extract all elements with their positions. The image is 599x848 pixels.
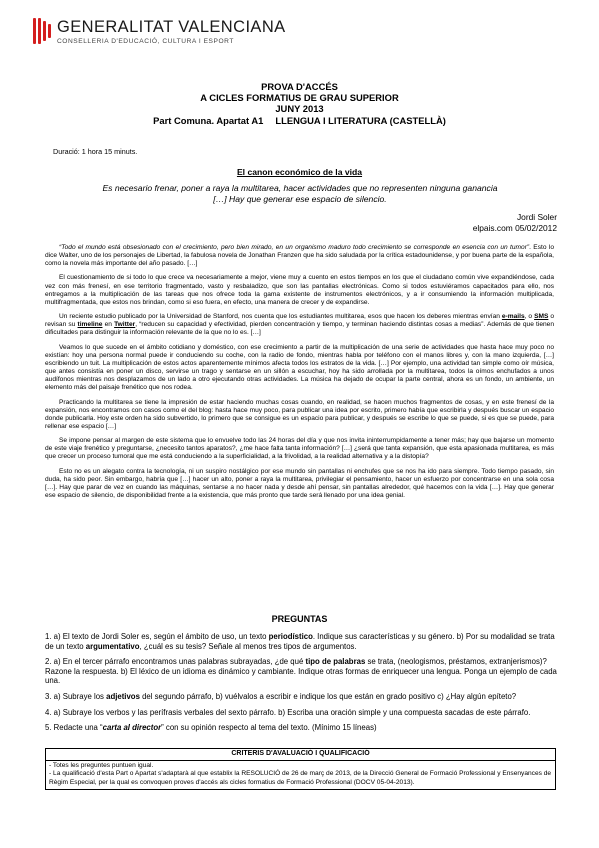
article-paragraph: El cuestionamiento de si todo lo que crece va necesariamente a mejor, viene muy a cuento en estos tiempos en los que el ciudadano común vive expandiéndose, cada vez con más frenesí, en ese territorio fragmentado, vasto y resbaladizo, que son las pantallas electrónicas. Como si todos estuviéramos capacitados para ello, nos entregamos a la multiplicación de las tareas que nos ofrece toda la gama existente de instrumentos electrónicos, y a ir consumiendo la información multiplicada, multifragmentada, que estos nos brindan, como si eso fuera, en efecto, una manera de crecer y de expandirse. [45,274,554,306]
header-line-1: PROVA D'ACCÉS [261,81,338,92]
generalitat-logo [33,18,286,45]
article-subtitle: Es necesario frenar, poner a raya la multitarea, hacer actividades que no representen ninguna ganancia […] Hay que generar ese espacio de silencio. [102,183,498,204]
question-4: 4. a) Subraye los verbos y las perífrasis verbales del sexto párrafo. b) Escriba una oración simple y una compuesta sacadas de este párrafo. [45,707,531,717]
article-source: elpais.com 05/02/2012 [472,222,557,233]
article-paragraph: Esto no es un alegato contra la tecnología, ni un suspiro nostálgico por ese mundo sin pantallas ni enchufes que se nos ha ido para siempre. Todo tiempo pasado, sin duda, ha sido peor. Sin embargo, habría que […] hacer un alto, poner a raya la multitarea, privilegiar el pensamiento, hacer un esfuerzo por concentrarse en una sola cosa […]. Hay que parar de vez en cuando las máquinas, sentarse a no hacer nada y desde ahí pensar, sin pantallas alrededor, qué hacemos con la vida […]. Hay que generar ese espacio de silencio, de disponibilidad frente a la existencia, que más pronto que tarde será llenado por una idea genial. [45,467,554,500]
generalitat-emblem-icon [33,18,51,44]
question-1: 1. a) El texto de Jordi Soler es, según el ámbito de uso, un texto periodístico. Indique sus características y su género. b) Por su modalidad se trata de un texto argumentativo, ¿cuál es su tesis? Señale al menos tres tipos de argumentos. [45,632,555,651]
questions-title: PREGUNTAS [271,614,328,624]
question-2: 2. a) En el tercer párrafo encontramos unas palabras subrayadas, ¿de qué tipo de palabras se trata, (neologismos, préstamos, extranjerismos)? Razone la respuesta. b) El léxico de un idioma es dinámico y cambiante. Indique otras formas de enriquecer una lengua. Ponga un ejemplo de cada una. [45,657,557,686]
article-paragraph: Se impone pensar al margen de este sistema que lo envuelve todo las 24 horas del día y que nos invita ininterrumpidamente a tener más; hay que bajarse un momento de este viaje frenético y preguntarse, ¿necesito tantos aparatos?, ¿me hace falta tanta información? […] ¿será que tanta expansión, que esta apasionada multitarea, es más que crecer un proceso tumoral que me está conduciendo a la superficialidad, a la frivolidad, a la realidad alternativa y a la distopía? [45,437,554,461]
logo-subtitle: CONSELLERIA D'EDUCACIÓ, CULTURA I ESPORT [57,38,234,45]
question-3: 3. a) Subraye los adjetivos del segundo párrafo, b) vuélvalos a escribir e indique los que están en grado positivo c) ¿Hay algún epíteto? [45,691,517,701]
question-5: 5. Redacte una “carta al director” con su opinión respecto al tema del texto. (Mínimo 15 líneas) [45,723,377,733]
article-paragraph: Veamos lo que sucede en el ámbito cotidiano y doméstico, con ese crecimiento a partir de la multiplicación de una serie de actividades que hasta hace muy poco no existían: hoy una persona normal puede ir conduciendo su coche, con la radio de fondo, mientras habla por teléfono con el manos libres y, con la mano izquierda, […] escribiendo un tuit. La multiplicación de estos actos aparentemente mínimos afecta todos los estratos de la vida. […] Por ejemplo, una actividad tan simple como oír música, que antes consistía en poner un disco, servirse un trago y sentarse en un sillón a escuchar, hoy ha sido arrollada por la multitarea, todos la oímos enchufados a unos audífonos mientras nos desplazamos de un lado a otro ejecutando otras actividades. La música ha dejado de ocupar la parte central, ahora es un fondo, un ambiente, un elemento más del paisaje frenético que nos rodea. [45,343,554,392]
article-paragraph: Practicando la multitarea se tiene la impresión de estar haciendo muchas cosas cuando, en realidad, se hacen muchos fragmentos de cosas, y en este frenesí de la expansión, nos encontramos con casos como el del blog: hasta hace muy poco, para publicar una idea por escrito, primero había que escribirla y después buscar un espacio donde publicarla. Hoy este orden ha sido subvertido, lo primero que se consigue es un espacio para publicar, y después se escribe lo que se puede, si es que se puede, para rellenar ese espacio […] [45,398,554,430]
header-line-3: JUNY 2013 [275,103,324,115]
criteria-line: - La qualificació d'esta Part o Apartat s'adaptarà al que establix la RESOLUCIÓ de 26 de març de 2013, de la Direcció General de Formació Professional y Ensenyances de Règim Especial, per la qual es convoquen proves d'accés als cicles formatius de Formació Professional (DOCV 05-04-2013). [49,770,552,786]
author-name: Jordi Soler [516,212,557,222]
article-body [45,244,554,506]
exam-duration: Duració: 1 hora 15 minuts. [53,147,138,156]
header-subject: LLENGUA I LITERATURA (CASTELLÀ) [275,114,446,126]
article-title: El canon económico de la vida [236,167,363,177]
criteria-line: - Totes les preguntes puntuen igual. [49,761,154,769]
exam-header [0,81,599,126]
questions-list [45,632,557,739]
evaluation-criteria-box [45,748,556,790]
article-paragraph: “Todo el mundo está obsesionado con el crecimiento, pero bien mirado, en un organismo maduro todo crecimiento se corresponde en esencia con un tumor”. Esto lo dice Walter, uno de los personajes de Libertad, la fabulosa novela de Jonathan Franzen que ha sido saludada por la crítica estadounidense, y por buena parte de la española, como la novela más importante del año pasado. […] [45,244,554,268]
header-part: Part Comuna. Apartat A1 [153,114,264,126]
criteria-title: CRITERIS D'AVALUACIÓ I QUALIFICACIÓ [46,749,555,761]
article-byline [473,212,557,233]
header-line-2: A CICLES FORMATIUS DE GRAU SUPERIOR [200,92,399,104]
article-paragraph: Un reciente estudio publicado por la Universidad de Stanford, nos cuenta que los estudiantes multitarea, esos que hacen los deberes mientras envían e-mails, o SMS o revisan su timeline en Twitter, “reducen su capacidad y efectividad, pierden concentración y tiempo, y terminan haciendo distintas cosas a medias”. Además de que tienen dificultades para distinguir la información relevante de la que no lo es. […] [45,313,555,337]
logo-name: GENERALITAT VALENCIANA [57,18,286,36]
